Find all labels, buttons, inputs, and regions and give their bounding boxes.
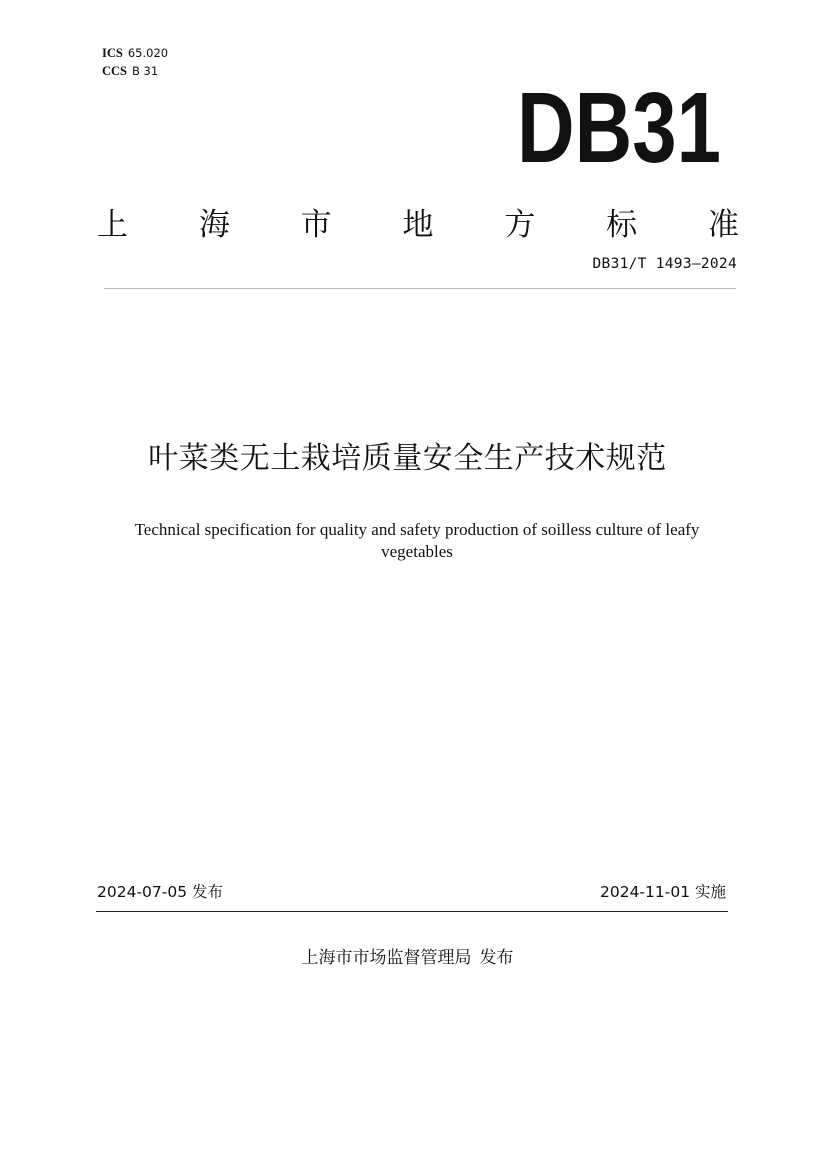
- standard-type-char: 标: [606, 207, 638, 243]
- ics-label: ICS: [102, 46, 123, 60]
- standard-number: DB31/T 1493—2024: [592, 256, 737, 272]
- standard-type-char: 准: [707, 207, 739, 243]
- ics-value: 65.020: [127, 46, 169, 60]
- classification-codes: [102, 44, 168, 80]
- standard-type-char: 上: [97, 207, 128, 243]
- publisher-action: 发布: [479, 948, 514, 968]
- db31-logo: [514, 72, 724, 184]
- standard-type: [97, 205, 739, 245]
- footer-divider: [96, 911, 728, 912]
- db31-logo-text: DB31: [517, 72, 721, 184]
- standard-type-char: 地: [402, 207, 434, 243]
- standard-type-char: 海: [198, 207, 230, 243]
- header-divider: [104, 288, 736, 289]
- publisher-name: 上海市市场监督管理局: [301, 948, 472, 968]
- ccs-row: [102, 62, 168, 80]
- title-chinese: 叶菜类无土栽培质量安全生产技术规范: [148, 441, 667, 476]
- standard-type-char: 市: [300, 207, 332, 243]
- ics-row: [102, 44, 168, 62]
- title-english: Technical specification for quality and safety production of soilless culture of leafy vegetables: [134, 520, 700, 561]
- issue-date: 2024-07-05 发布: [97, 883, 224, 901]
- ccs-value: B 31: [132, 64, 159, 78]
- standard-type-char: 方: [504, 207, 536, 243]
- implementation-date: 2024-11-01 实施: [599, 883, 726, 901]
- publisher: [0, 943, 815, 968]
- ccs-label: CCS: [102, 64, 128, 78]
